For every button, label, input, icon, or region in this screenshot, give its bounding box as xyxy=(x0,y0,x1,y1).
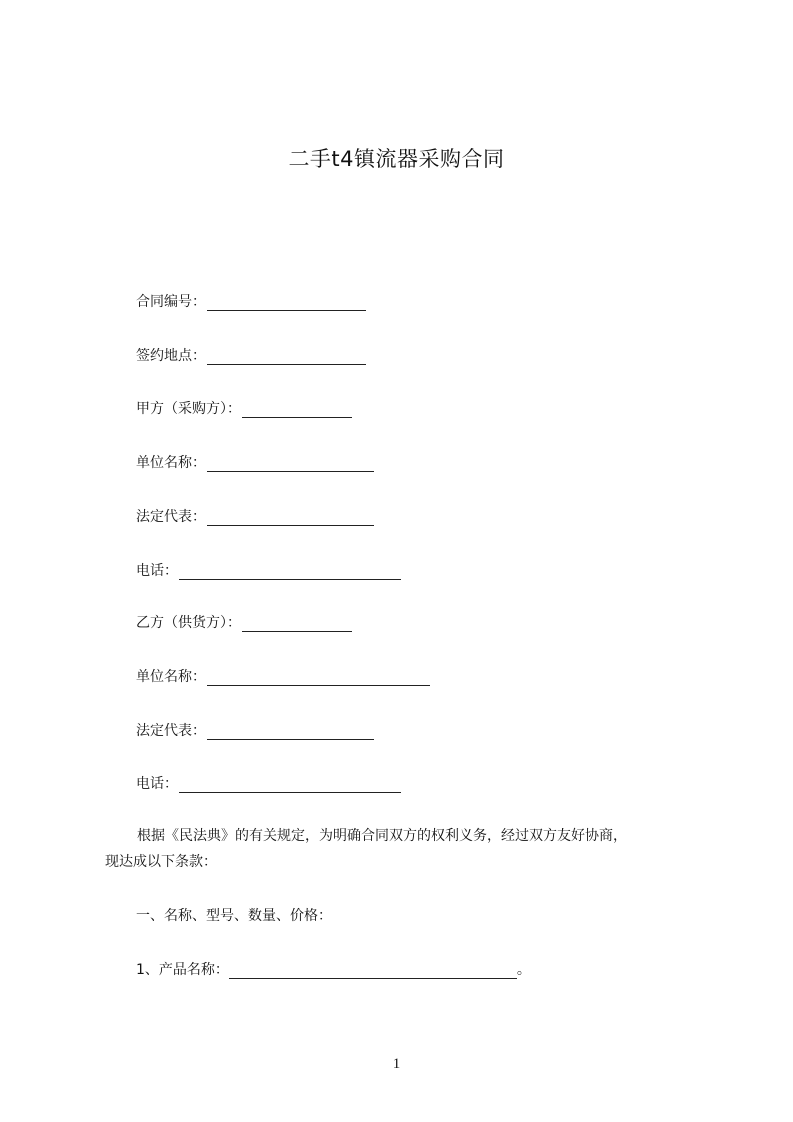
fill-in-line xyxy=(207,457,374,472)
field-label: 法定代表： xyxy=(136,509,206,525)
item-suffix: 。 xyxy=(516,962,531,978)
field-label: 乙方（供货方）： xyxy=(136,615,241,631)
field-label: 甲方（采购方）： xyxy=(136,401,241,417)
party-a-field xyxy=(136,398,352,418)
fill-in-line xyxy=(207,350,366,365)
party-b-phone-field xyxy=(136,773,401,793)
field-label: 电话： xyxy=(136,776,178,792)
party-a-company-field xyxy=(136,452,374,472)
fill-in-line xyxy=(242,617,352,632)
party-a-phone-field xyxy=(136,560,401,580)
preamble-line: 现达成以下条款： xyxy=(105,854,217,870)
field-label: 电话： xyxy=(136,563,178,579)
field-label: 法定代表： xyxy=(136,723,206,739)
fill-in-line xyxy=(207,725,374,740)
product-name-item xyxy=(136,959,531,979)
party-b-company-field xyxy=(136,666,430,686)
contract-number-field xyxy=(136,291,366,311)
field-label: 合同编号： xyxy=(136,294,206,310)
page-number: 1 xyxy=(392,1056,401,1072)
field-label: 单位名称： xyxy=(136,669,206,685)
signing-place-field xyxy=(136,345,366,365)
party-b-field xyxy=(136,612,352,632)
field-label: 单位名称： xyxy=(136,455,206,471)
section-heading: 一、名称、型号、数量、价格： xyxy=(136,908,332,924)
field-label: 签约地点： xyxy=(136,348,206,364)
fill-in-line xyxy=(179,565,401,580)
document-title: 二手t4镇流器采购合同 xyxy=(288,147,505,171)
preamble-line: 根据《民法典》的有关规定，为明确合同双方的权利义务，经过双方友好协商， xyxy=(137,828,627,844)
fill-in-line xyxy=(179,778,401,793)
item-label: 1、产品名称： xyxy=(136,962,229,978)
fill-in-line xyxy=(207,511,374,526)
preamble-paragraph xyxy=(105,823,705,875)
party-b-representative-field xyxy=(136,720,374,740)
fill-in-line xyxy=(229,964,517,979)
party-a-representative-field xyxy=(136,506,374,526)
fill-in-line xyxy=(207,296,366,311)
fill-in-line xyxy=(242,403,352,418)
fill-in-line xyxy=(207,671,430,686)
